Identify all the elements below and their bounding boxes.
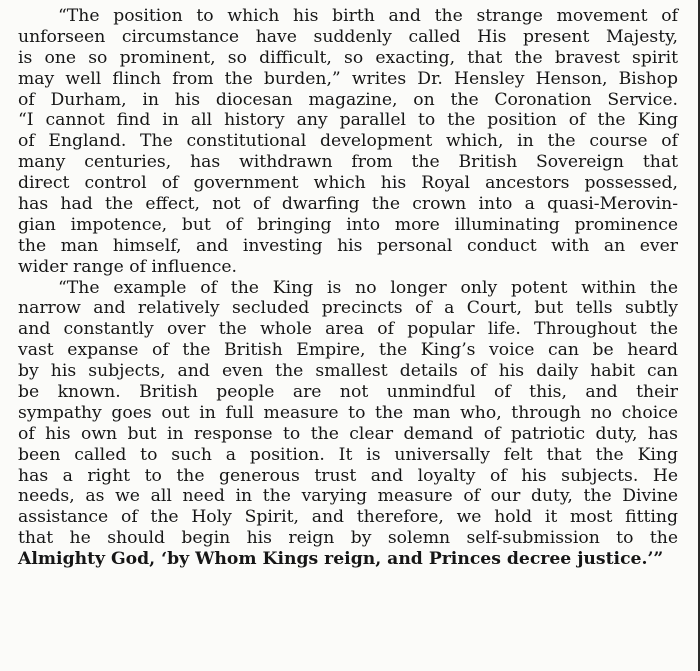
text-line: sympathy goes out in full measure to the man who, through no choice: [18, 402, 678, 423]
text-line: “The example of the King is no longer only potent within the: [58, 277, 678, 298]
text-line: assistance of the Holy Spirit, and therefore, we hold it most fitting: [18, 507, 678, 528]
text-line: and constantly over the whole area of popular life. Throughout the: [18, 319, 678, 340]
text-line: of Durham, in his diocesan magazine, on the Coronation Service.: [18, 89, 678, 110]
text-line: direct control of government which his Royal ancestors possessed,: [18, 173, 678, 194]
text-line: be known. British people are not unmindful of this, and their: [18, 382, 678, 403]
text-line: wider range of influence.: [18, 256, 238, 277]
text-line: “I cannot find in all history any parallel to the position of the King: [18, 110, 678, 131]
text-line: has had the effect, not of dwarfing the crown into a quasi-Merovin-: [18, 194, 678, 215]
text-line: the man himself, and investing his personal conduct with an ever: [18, 235, 678, 256]
paragraph-2: [18, 278, 678, 570]
text-line: narrow and relatively secluded precincts of a Court, but tells subtly: [18, 298, 678, 319]
text-line: is one so prominent, so difficult, so exacting, that the bravest spirit: [18, 47, 678, 68]
text-line: “The position to which his birth and the strange movement of: [58, 6, 678, 26]
paragraph-1: [18, 6, 678, 278]
text-line: by his subjects, and even the smallest details of his daily habit can: [18, 361, 678, 382]
text-line: Almighty God, ‘by Whom Kings reign, and Princes decree justice.’”: [18, 549, 664, 570]
text-line: of England. The constitutional development which, in the course of: [18, 131, 678, 152]
text-line: needs, as we all need in the varying measure of our duty, the Divine: [18, 486, 678, 507]
text-line: may well flinch from the burden,” writes Dr. Hensley Henson, Bishop: [18, 68, 678, 89]
text-line: has a right to the generous trust and loyalty of his subjects. He: [18, 465, 678, 486]
text-line: gian impotence, but of bringing into more illuminating prominence: [18, 214, 678, 235]
text-line: many centuries, has withdrawn from the British Sovereign that: [18, 152, 678, 173]
article-column: [18, 6, 678, 570]
text-line: of his own but in response to the clear demand of patriotic duty, has: [18, 423, 678, 444]
text-line: been called to such a position. It is universally felt that the King: [18, 444, 678, 465]
text-line: unforseen circumstance have suddenly called His present Majesty,: [18, 26, 678, 47]
text-line: that he should begin his reign by solemn self-submission to the: [18, 528, 678, 549]
text-line: vast expanse of the British Empire, the King’s voice can be heard: [18, 340, 678, 361]
